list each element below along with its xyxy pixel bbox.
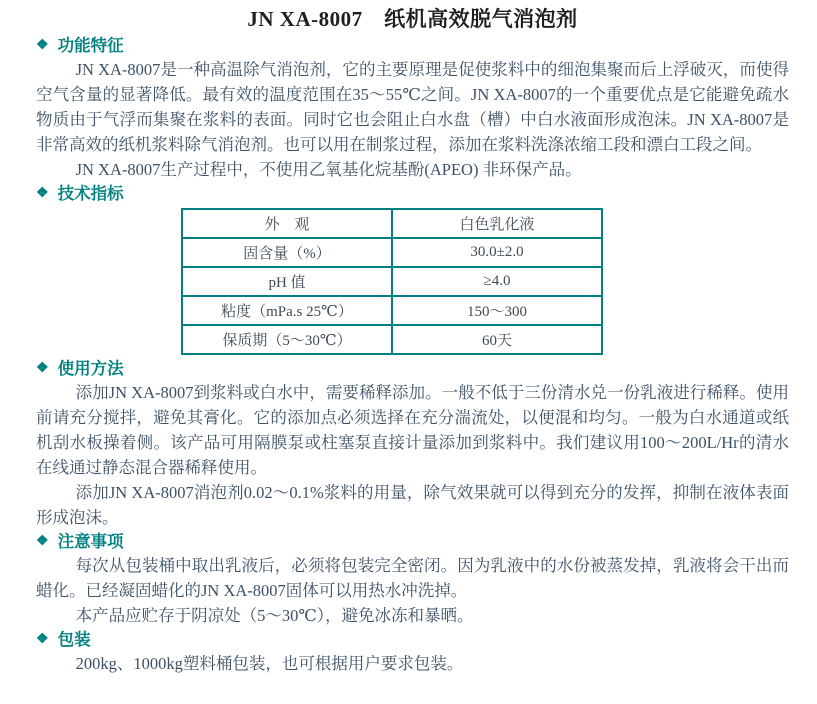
- section-heading-label: 功能特征: [57, 36, 124, 55]
- section-heading-label: 包装: [57, 630, 91, 649]
- section-heading-features: [36, 35, 789, 56]
- section-heading-usage: [36, 358, 789, 379]
- section-heading-label: 使用方法: [57, 359, 124, 378]
- paragraph: 添加JN XA-8007到浆料或白水中，需要稀释添加。一般不低于三份清水兑一份乳液进行稀释。使用前请充分搅拌，避免其膏化。它的添加点必须选择在充分湍流处，以便混和均匀。一般为白水通道或纸机刮水板操着侧。该产品可用隔膜泵或柱塞泵直接计量添加到浆料中。我们建议用100～200L/Hr的清水在线通过静态混合器稀释使用。: [36, 383, 789, 477]
- diamond-bullet-icon: ❖: [36, 631, 49, 647]
- table-row: [182, 325, 602, 354]
- diamond-bullet-icon: ❖: [36, 37, 49, 53]
- table-cell-value: 60天: [392, 325, 602, 354]
- section-heading-packaging: [36, 629, 789, 650]
- section-specs: [36, 183, 789, 355]
- page-title: JN XA-8007 纸机高效脱气消泡剂: [247, 7, 578, 31]
- table-cell-value: ≥4.0: [392, 267, 602, 296]
- table-row: [182, 267, 602, 296]
- table-cell-label: pH 值: [182, 267, 392, 296]
- table-cell-label: 保质期（5～30℃）: [182, 325, 392, 354]
- section-features: [36, 35, 789, 182]
- section-heading-cautions: [36, 531, 789, 552]
- section-packaging: [36, 629, 789, 676]
- section-usage: [36, 358, 789, 530]
- table-cell-label: 外 观: [182, 209, 392, 238]
- table-row: [182, 296, 602, 325]
- paragraph: 本产品应贮存于阴凉处（5～30℃），避免冰冻和暴晒。: [75, 606, 474, 625]
- table-cell-value: 30.0±2.0: [392, 238, 602, 267]
- table-cell-value: 白色乳化液: [392, 209, 602, 238]
- paragraph: 添加JN XA-8007消泡剂0.02～0.1%浆料的用量，除气效果就可以得到充分的发挥，抑制在液体表面形成泡沫。: [36, 483, 789, 527]
- table-cell-value: 150～300: [392, 296, 602, 325]
- table-row: [182, 238, 602, 267]
- diamond-bullet-icon: ❖: [36, 533, 49, 549]
- paragraph: 200kg、1000kg塑料桶包装，也可根据用户要求包装。: [75, 654, 464, 673]
- section-heading-label: 注意事项: [57, 532, 124, 551]
- diamond-bullet-icon: ❖: [36, 360, 49, 376]
- paragraph: JN XA-8007是一种高温除气消泡剂，它的主要原理是促使浆料中的细泡集聚而后上浮破灭，而使得空气含量的显著降低。最有效的温度范围在35～55℃之间。JN XA-8007的一个重要优点是它能避免疏水物质由于气浮而集聚在浆料的表面。同时它也会阻止白水盘（槽）中白水液面形成泡沫。JN XA-8007是非常高效的纸机浆料除气消泡剂。也可以用在制浆过程，添加在浆料洗涤浓缩工段和漂白工段之间。: [36, 60, 789, 154]
- section-cautions: [36, 531, 789, 628]
- diamond-bullet-icon: ❖: [36, 185, 49, 201]
- spec-table: [181, 208, 603, 355]
- table-cell-label: 固含量（%）: [182, 238, 392, 267]
- table-row: [182, 209, 602, 238]
- table-cell-label: 粘度（mPa.s 25℃）: [182, 296, 392, 325]
- section-heading-label: 技术指标: [57, 184, 124, 203]
- paragraph: JN XA-8007生产过程中，不使用乙氧基化烷基酚(APEO) 非环保产品。: [75, 160, 582, 179]
- paragraph: 每次从包装桶中取出乳液后，必须将包装完全密闭。因为乳液中的水份被蒸发掉，乳液将会干出而蜡化。已经凝固蜡化的JN XA-8007固体可以用热水冲洗掉。: [36, 556, 789, 600]
- section-heading-specs: [36, 183, 789, 204]
